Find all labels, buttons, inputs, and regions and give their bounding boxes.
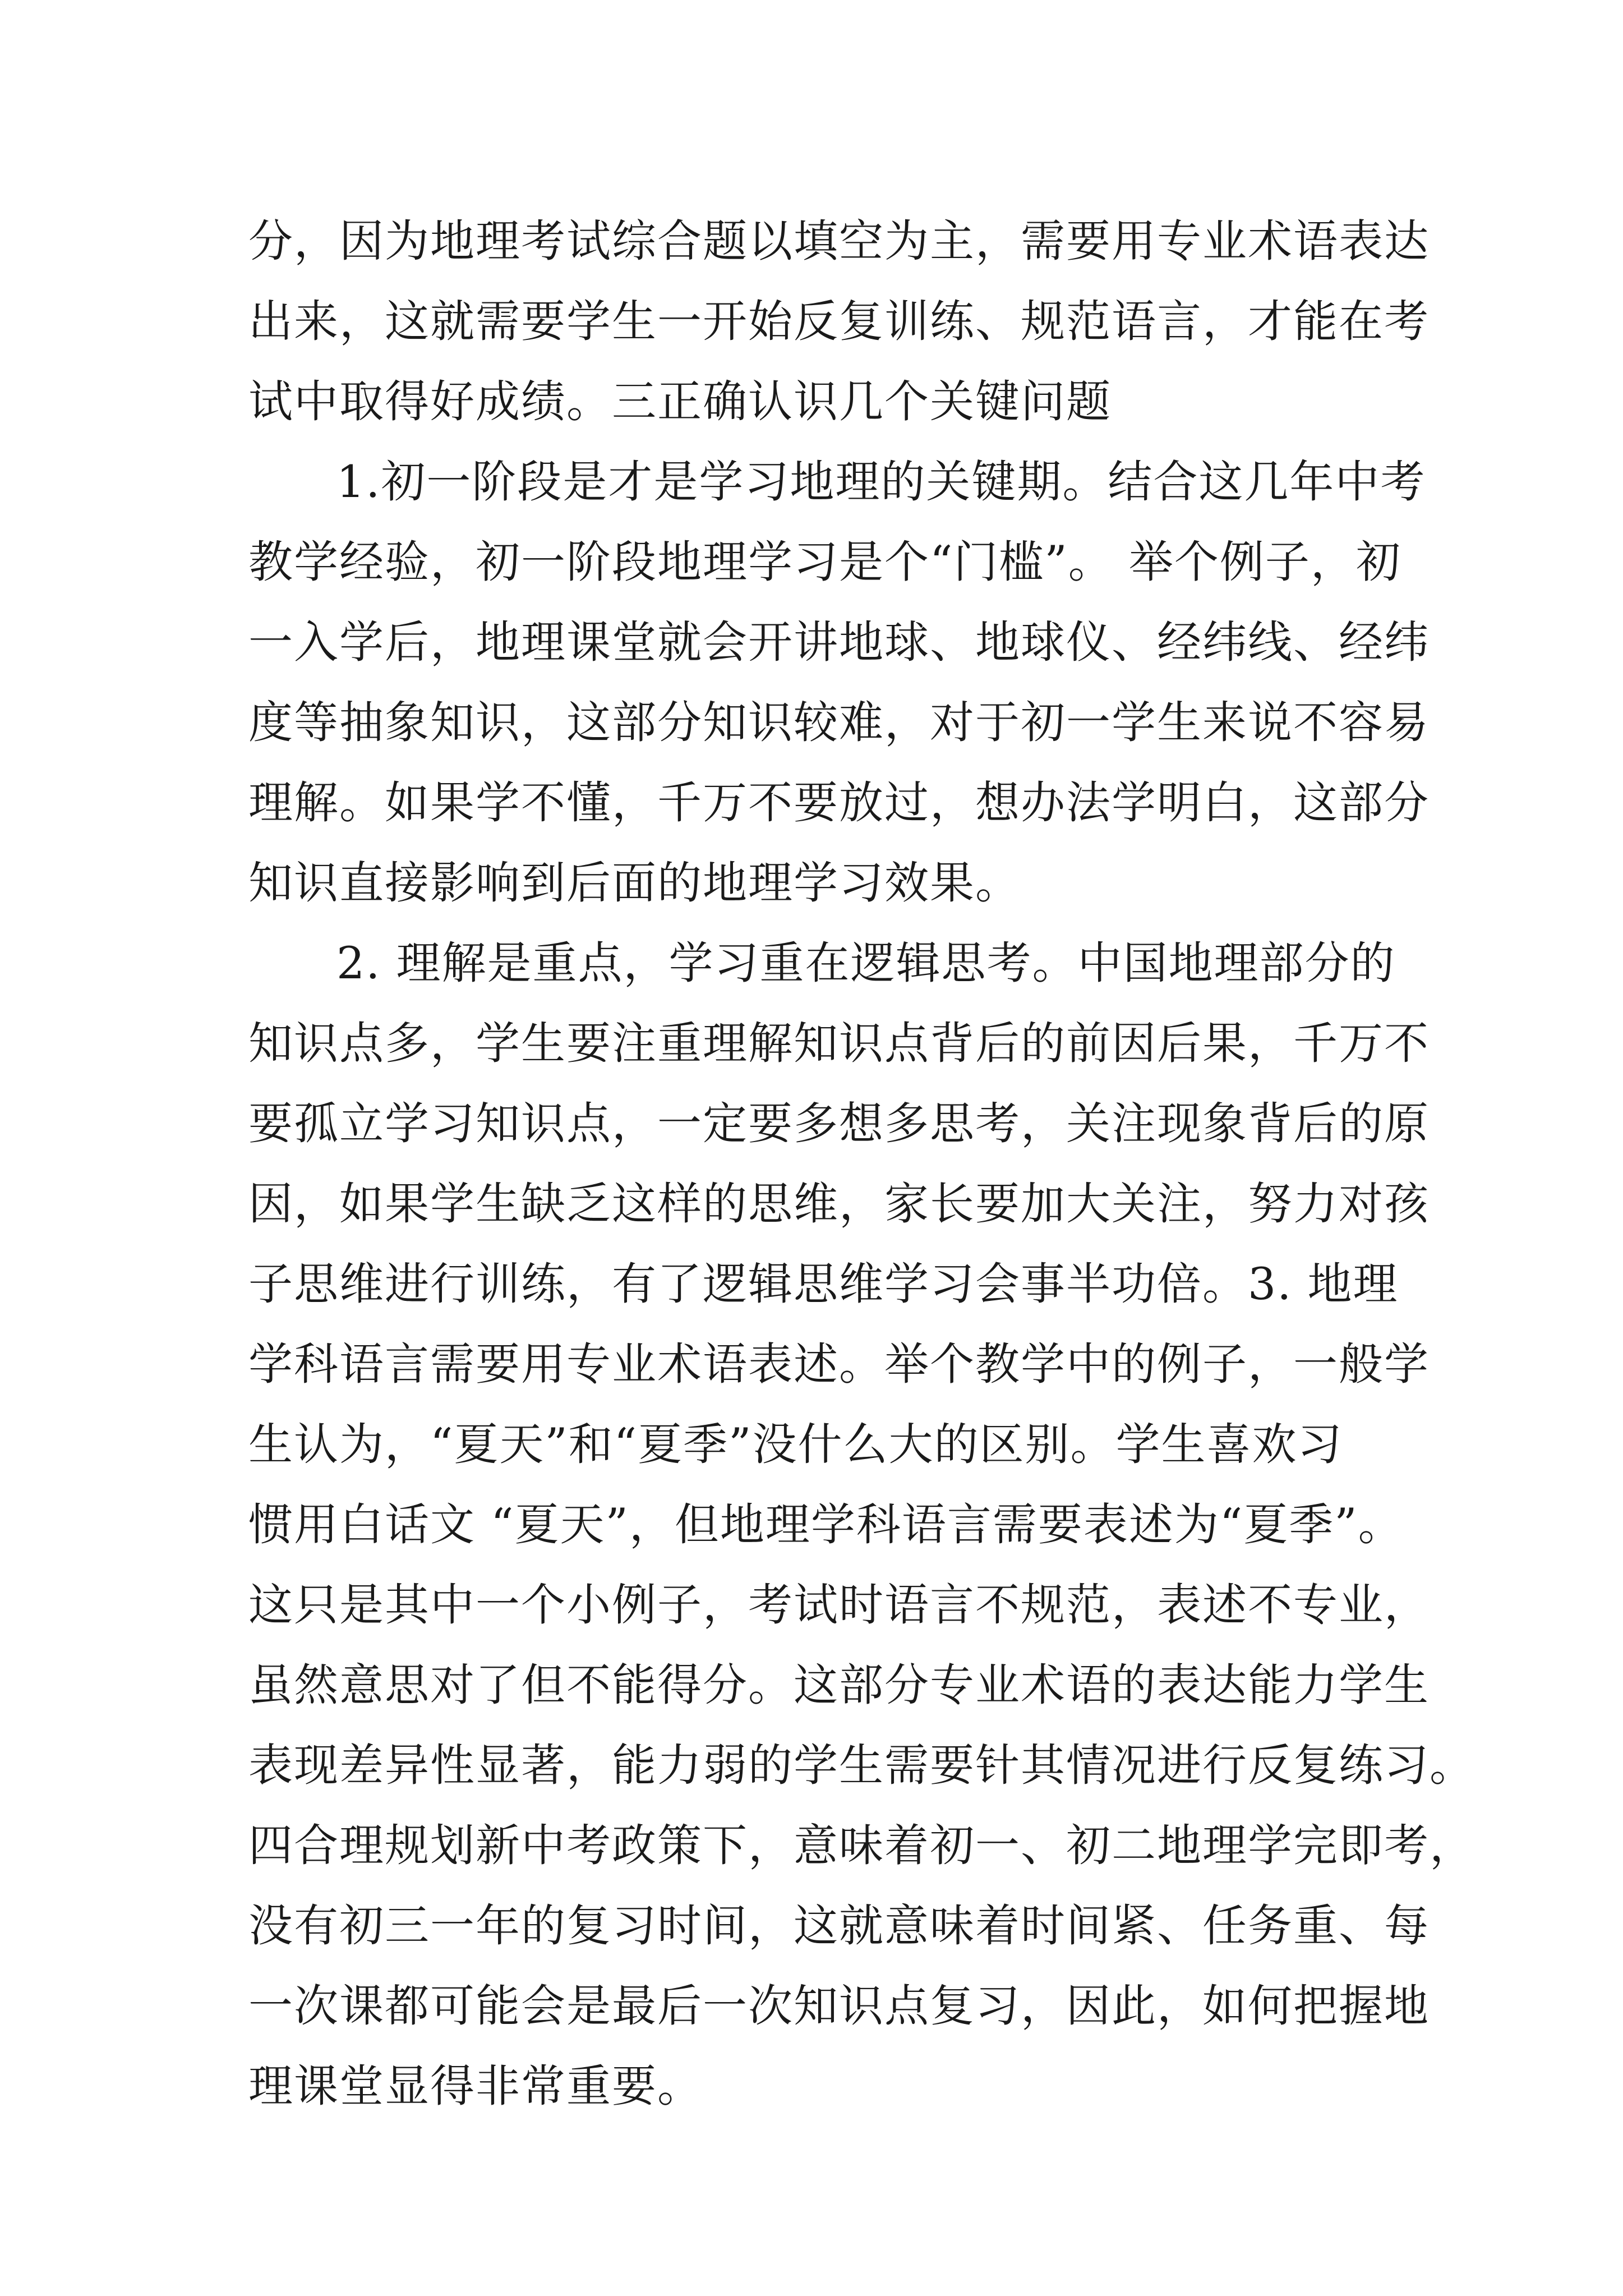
text-line: 分，因为地理考试综合题以填空为主，需要用专业术语表达: [248, 215, 1430, 267]
text-line: 惯用白话文 “夏天”，但地理学科语言需要表述为“夏季”。: [248, 1499, 1404, 1550]
text-line: 要孤立学习知识点，一定要多想多思考，关注现象背后的原: [248, 1098, 1430, 1149]
text-line: 四合理规划新中考政策下，意味着初一、初二地理学完即考，: [248, 1820, 1475, 1871]
text-line: 生认为，“夏天”和“夏季”没什么大的区别。学生喜欢习: [248, 1419, 1343, 1470]
paragraph-2-first-line: 2. 理解是重点，学习重在逻辑思考。中国地理部分的: [336, 937, 1396, 989]
paragraph-1-first-line: 1.初一阶段是才是学习地理的关键期。结合这几年中考: [336, 456, 1426, 508]
text-line: 表现差异性显著，能力弱的学生需要针其情况进行反复练习。: [248, 1740, 1475, 1791]
text-line: 理课堂显得非常重要。: [248, 2060, 703, 2112]
text-line: 子思维进行训练，有了逻辑思维学习会事半功倍。3. 地理: [248, 1258, 1399, 1310]
text-line: 教学经验，初一阶段地理学习是个“门槛”。 举个例子，初: [248, 536, 1401, 588]
text-line: 一入学后，地理课堂就会开讲地球、地球仪、经纬线、经纬: [248, 616, 1430, 668]
text-line: 因，如果学生缺乏这样的思维，家长要加大关注，努力对孩: [248, 1178, 1430, 1230]
text-line: 没有初三一年的复习时间，这就意味着时间紧、任务重、每: [248, 1900, 1430, 1952]
text-line: 理解。如果学不懂，千万不要放过，想办法学明白，这部分: [248, 777, 1430, 829]
text-line: 度等抽象知识，这部分知识较难，对于初一学生来说不容易: [248, 697, 1430, 748]
text-line: 试中取得好成绩。三正确认识几个关键问题: [248, 376, 1112, 427]
text-line: 这只是其中一个小例子，考试时语言不规范，表述不专业，: [248, 1579, 1430, 1631]
text-line: 虽然意思对了但不能得分。这部分专业术语的表达能力学生: [248, 1659, 1430, 1711]
text-line: 知识直接影响到后面的地理学习效果。: [248, 857, 1021, 909]
text-line: 学科语言需要用专业术语表述。举个教学中的例子，一般学: [248, 1338, 1430, 1390]
text-line: 一次课都可能会是最后一次知识点复习，因此，如何把握地: [248, 1980, 1430, 2032]
text-line: 知识点多，学生要注重理解知识点背后的前因后果，千万不: [248, 1018, 1430, 1069]
text-line: 出来，这就需要学生一开始反复训练、规范语言，才能在考: [248, 296, 1430, 347]
